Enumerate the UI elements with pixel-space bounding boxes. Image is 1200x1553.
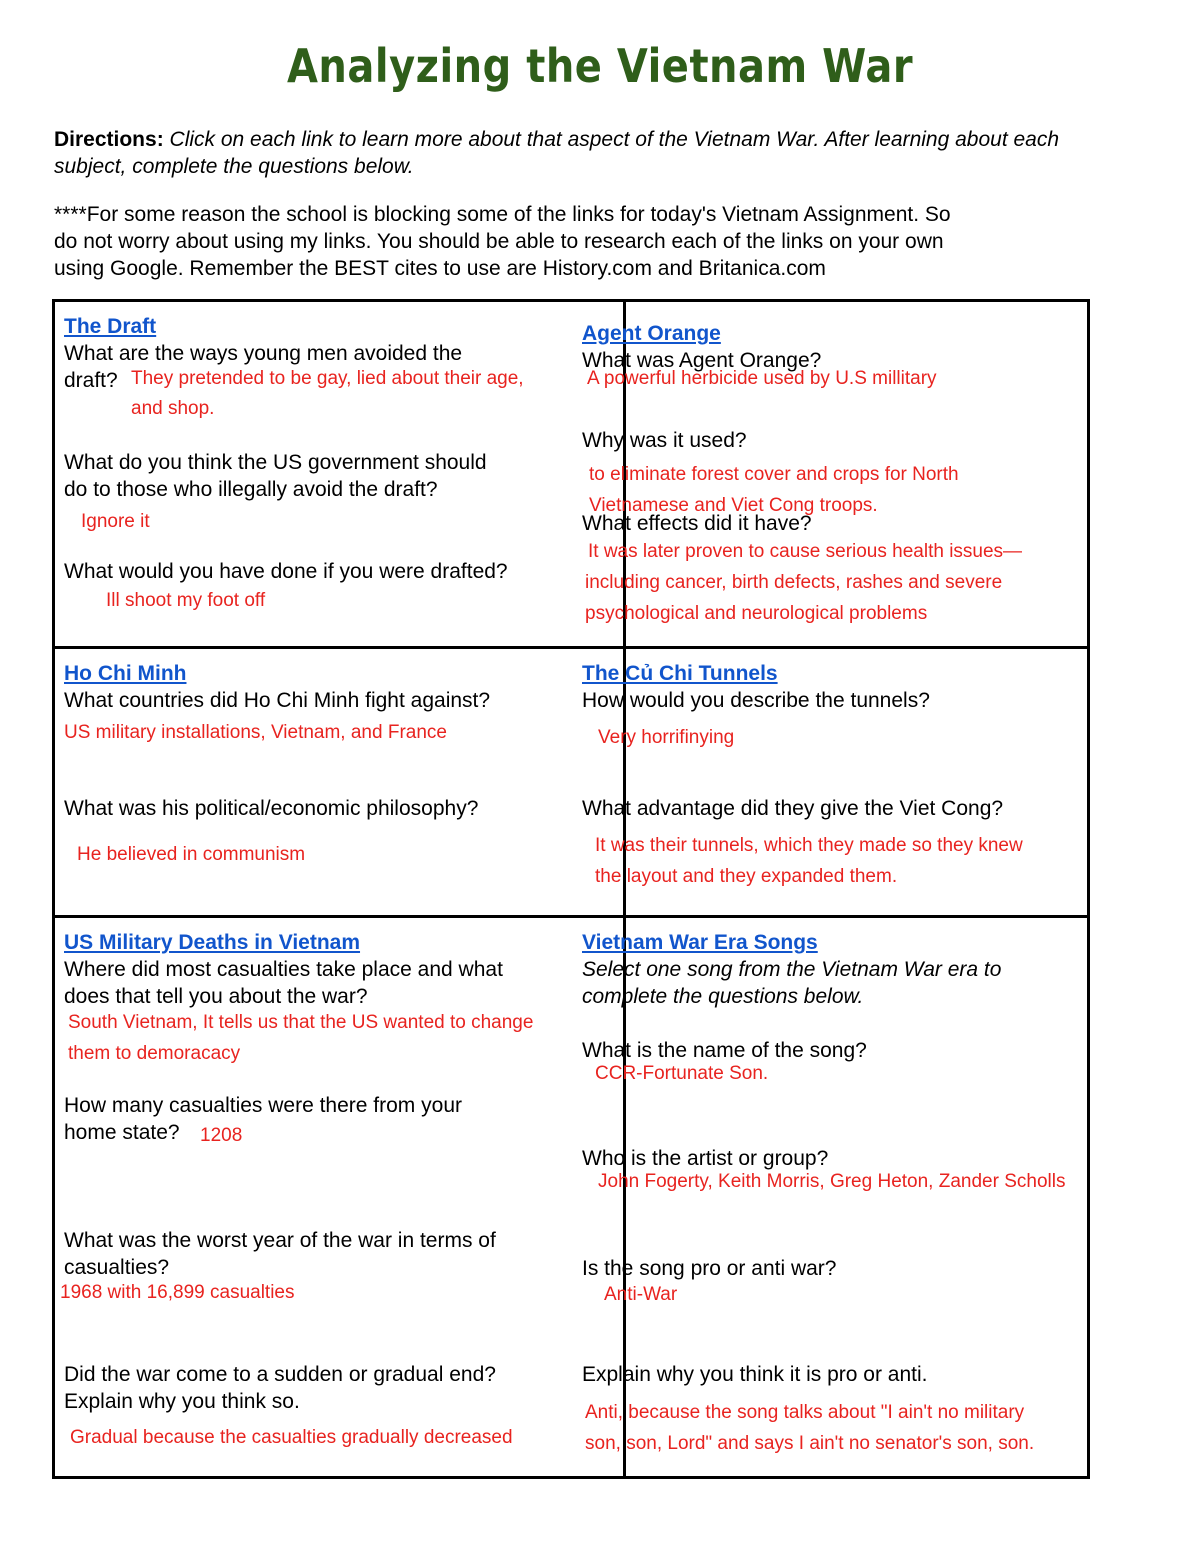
draft-question-1: What are the ways young men avoided the [64,342,463,365]
school-note [54,201,1094,282]
songs-question-2: Who is the artist or group? [582,1147,829,1170]
cu-chi-question-2: What advantage did they give the Viet Cong? [582,797,1004,820]
draft-answer-3: Ill shoot my foot off [106,590,266,611]
agent-orange-answer-3: It was later proven to cause serious health issues— [588,541,1023,562]
link-agent-orange[interactable]: Agent Orange [582,322,721,345]
draft-answer-2: Ignore it [81,511,150,532]
page-title: Analyzing the Vietnam War [286,40,914,94]
draft-question-3: What would you have done if you were drafted? [64,560,508,583]
deaths-answer-1: them to demoracacy [68,1043,241,1064]
songs-question-3: Is the song pro or anti war? [582,1257,837,1280]
deaths-question-2: home state? [64,1121,180,1144]
worksheet-table [52,299,1090,1479]
agent-orange-question-3: What effects did it have? [582,512,812,535]
agent-orange-question-1: What was Agent Orange? [582,349,822,372]
row-divider [55,646,1087,649]
note-line: using Google. Remember the BEST cites to use are History.com and Britanica.com [54,257,826,280]
ho-chi-minh-question-2: What was his political/economic philosophy? [64,797,479,820]
deaths-question-1: Where did most casualties take place and what [64,958,503,981]
songs-answer-1: CCR-Fortunate Son. [595,1063,769,1084]
agent-orange-answer-3: including cancer, birth defects, rashes and severe [585,572,1003,593]
ho-chi-minh-answer-1: US military installations, Vietnam, and France [64,722,447,743]
songs-question-4: Explain why you think it is pro or anti. [582,1363,928,1386]
cu-chi-answer-2: the layout and they expanded them. [595,866,898,887]
directions-label: Directions: [54,128,164,151]
cu-chi-question-1: How would you describe the tunnels? [582,689,930,712]
directions [54,126,1094,180]
cu-chi-answer-2: It was their tunnels, which they made so they knew [595,835,1023,856]
deaths-question-4: Explain why you think so. [64,1390,300,1413]
deaths-answer-4: Gradual because the casualties gradually decreased [70,1427,513,1448]
deaths-question-2: How many casualties were there from your [64,1094,462,1117]
agent-orange-answer-2: to eliminate forest cover and crops for North [589,464,959,485]
songs-question-1: What is the name of the song? [582,1039,867,1062]
songs-intro: Select one song from the Vietnam War era to [582,958,1002,981]
deaths-question-4: Did the war come to a sudden or gradual end? [64,1363,496,1386]
note-line: do not worry about using my links. You should be able to research each of the links on your own [54,230,944,253]
agent-orange-answer-3: psychological and neurological problems [585,603,928,624]
draft-answer-1: and shop. [131,398,215,419]
agent-orange-answer-2: Vietnamese and Viet Cong troops. [589,495,878,516]
draft-question-2: do to those who illegally avoid the draft? [64,478,438,501]
link-ho-chi-minh[interactable]: Ho Chi Minh [64,662,187,685]
ho-chi-minh-question-1: What countries did Ho Chi Minh fight against? [64,689,491,712]
link-the-draft[interactable]: The Draft [64,315,157,338]
draft-answer-1: They pretended to be gay, lied about their age, [131,368,524,389]
link-cu-chi-tunnels[interactable]: The Củ Chi Tunnels [582,662,778,685]
deaths-answer-2: 1208 [200,1125,243,1146]
cu-chi-answer-1: Very horrifinying [598,727,735,748]
draft-question-2: What do you think the US government should [64,451,487,474]
deaths-question-3: casualties? [64,1256,170,1279]
directions-text: Click on each link to learn more about that aspect of the Vietnam War. After learning about each subject, complete the questions below. [54,128,1060,178]
songs-answer-4: Anti, because the song talks about "I ain't no military [585,1402,1025,1423]
link-vietnam-war-era-songs[interactable]: Vietnam War Era Songs [582,931,818,954]
songs-answer-3: Anti-War [604,1284,678,1305]
note-line: ****For some reason the school is blocking some of the links for today's Vietnam Assignment. So [54,203,951,226]
agent-orange-question-2: Why was it used? [582,429,747,452]
deaths-answer-1: South Vietnam, It tells us that the US wanted to change [68,1012,534,1033]
deaths-question-1: does that tell you about the war? [64,985,368,1008]
ho-chi-minh-answer-2: He believed in communism [77,844,306,865]
draft-question-1: draft? [64,369,118,392]
deaths-answer-3: 1968 with 16,899 casualties [60,1282,295,1303]
songs-answer-2: John Fogerty, Keith Morris, Greg Heton, Zander Scholls [598,1171,1066,1192]
link-us-military-deaths[interactable]: US Military Deaths in Vietnam [64,931,361,954]
deaths-question-3: What was the worst year of the war in terms of [64,1229,496,1252]
agent-orange-answer-1: A powerful herbicide used by U.S millitary [587,368,937,389]
songs-answer-4: son, son, Lord" and says I ain't no senator's son, son. [585,1433,1035,1454]
row-divider [55,915,1087,918]
songs-intro: complete the questions below. [582,985,864,1008]
